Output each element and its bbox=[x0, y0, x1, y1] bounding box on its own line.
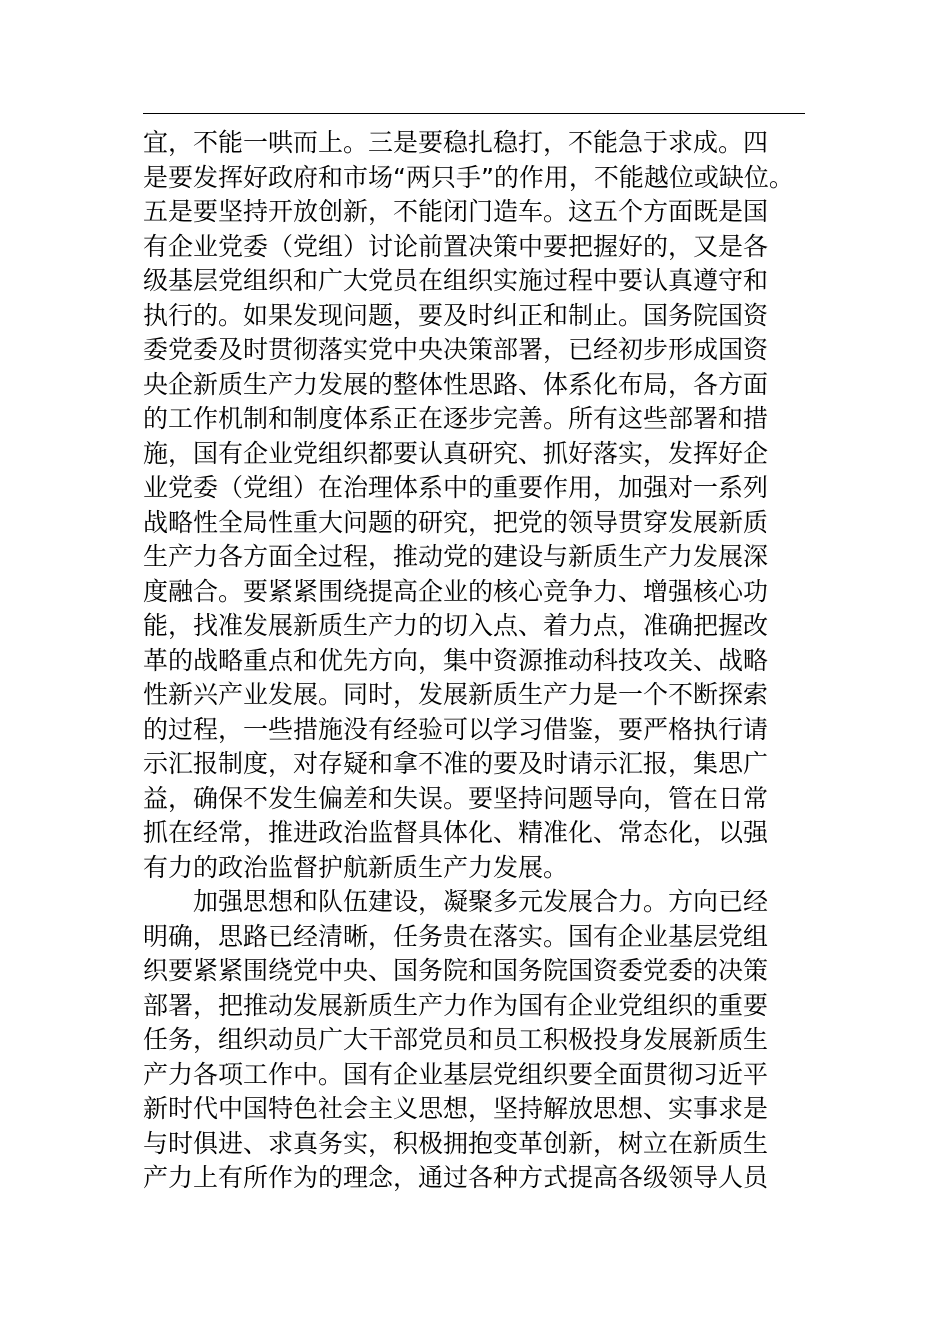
text-line: 的过程，一些措施没有经验可以学习借鉴，要严格执行请 bbox=[143, 714, 769, 744]
text-line: 级基层党组织和广大党员在组织实施过程中要认真遵守和 bbox=[143, 266, 769, 295]
text-line: 产力各项工作中。国有企业基层党组织要全面贯彻习近平 bbox=[143, 1059, 769, 1089]
text-line: 委党委及时贯彻落实党中央决策部署，已经初步形成国资 bbox=[143, 335, 769, 364]
text-line: 新时代中国特色社会主义思想，坚持解放思想、实事求是 bbox=[143, 1094, 769, 1123]
text-line: 施，国有企业党组织都要认真研究、抓好落实，发挥好企 bbox=[143, 438, 769, 468]
text-line: 有企业党委（党组）讨论前置决策中要把握好的，又是各 bbox=[143, 231, 769, 261]
text-line: 益，确保不发生偏差和失误。要坚持问题导向，管在日常 bbox=[143, 783, 769, 813]
text-line: 革的战略重点和优先方向，集中资源推动科技攻关、战略 bbox=[143, 645, 769, 675]
text-line: 执行的。如果发现问题，要及时纠正和制止。国务院国资 bbox=[143, 300, 769, 330]
paragraph-start-line: 加强思想和队伍建设，凝聚多元发展合力。方向已经 bbox=[193, 887, 769, 916]
text-line: 能，找准发展新质生产力的切入点、着力点，准确把握改 bbox=[143, 611, 769, 640]
text-line: 的工作机制和制度体系正在逐步完善。所有这些部署和措 bbox=[143, 404, 769, 433]
text-line: 性新兴产业发展。同时，发展新质生产力是一个不断探索 bbox=[143, 680, 769, 709]
header-rule bbox=[143, 113, 805, 114]
text-line: 织要紧紧围绕党中央、国务院和国务院国资委党委的决策 bbox=[143, 956, 769, 985]
text-line: 明确，思路已经清晰，任务贵在落实。国有企业基层党组 bbox=[143, 921, 769, 951]
text-line: 有力的政治监督护航新质生产力发展。 bbox=[143, 852, 569, 882]
text-line: 宜，不能一哄而上。三是要稳扎稳打，不能急于求成。四 bbox=[143, 128, 769, 157]
text-line: 是要发挥好政府和市场“两只手”的作用，不能越位或缺位。 bbox=[143, 162, 794, 192]
text-line: 示汇报制度，对存疑和拿不准的要及时请示汇报，集思广 bbox=[143, 749, 769, 778]
text-line: 生产力各方面全过程，推动党的建设与新质生产力发展深 bbox=[143, 542, 769, 571]
text-line: 部署，把推动发展新质生产力作为国有企业党组织的重要 bbox=[143, 990, 769, 1020]
text-line: 战略性全局性重大问题的研究，把党的领导贯穿发展新质 bbox=[143, 507, 769, 537]
text-line: 产力上有所作为的理念，通过各种方式提高各级领导人员 bbox=[143, 1163, 769, 1192]
text-line: 任务，组织动员广大干部党员和员工积极投身发展新质生 bbox=[143, 1025, 769, 1054]
text-line: 抓在经常，推进政治监督具体化、精准化、常态化，以强 bbox=[143, 818, 769, 847]
text-line: 央企新质生产力发展的整体性思路、体系化布局，各方面 bbox=[143, 369, 769, 399]
text-line: 五是要坚持开放创新，不能闭门造车。这五个方面既是国 bbox=[143, 197, 769, 226]
text-line: 业党委（党组）在治理体系中的重要作用，加强对一系列 bbox=[143, 473, 769, 502]
text-line: 度融合。要紧紧围绕提高企业的核心竞争力、增强核心功 bbox=[143, 576, 769, 606]
text-line: 与时俱进、求真务实，积极拥抱变革创新，树立在新质生 bbox=[143, 1128, 769, 1158]
document-body bbox=[143, 126, 805, 1196]
